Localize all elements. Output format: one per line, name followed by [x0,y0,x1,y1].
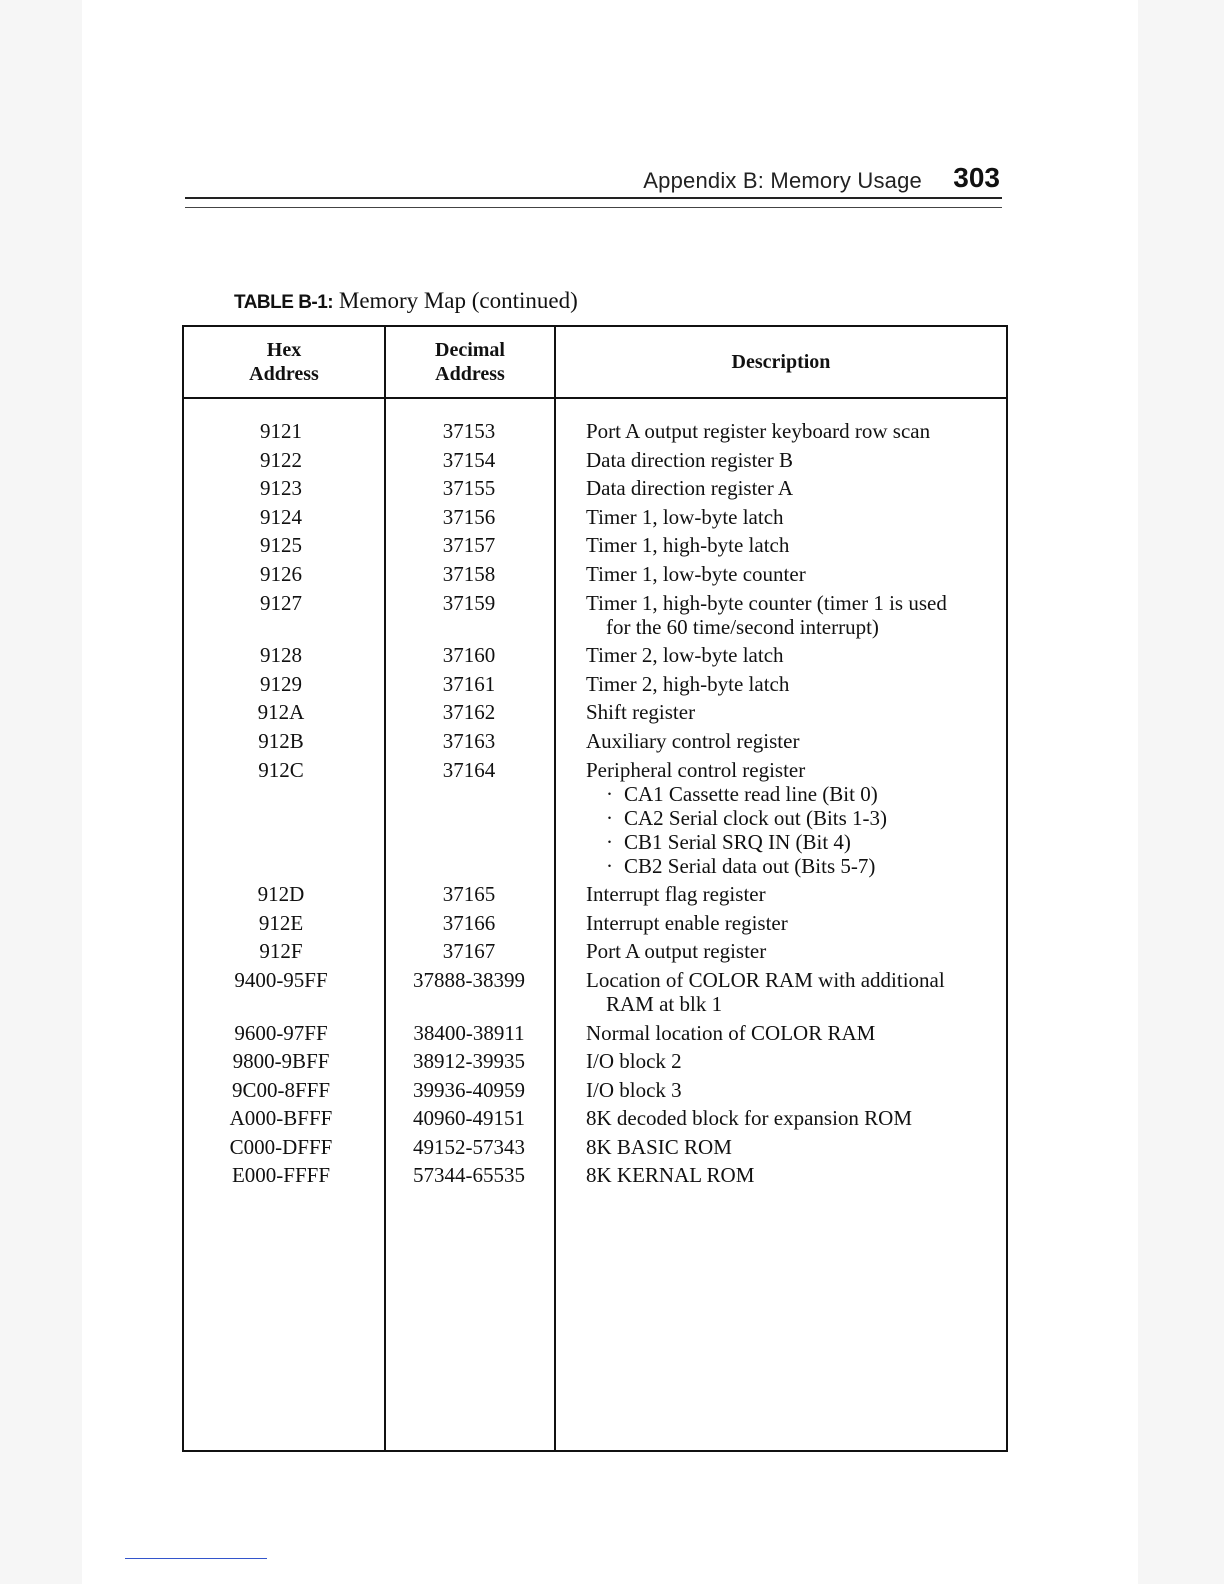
description-bullet [586,782,1006,806]
hex-address-cell: 9121 [260,419,302,443]
description-bullet [586,806,1006,830]
memory-map-table [182,325,1008,1452]
table-row [184,758,1006,878]
hex-address-cell: A000-BFFF [229,1106,333,1131]
description-cell [560,968,1006,1016]
hex-address-cell: 9127 [260,590,302,615]
hex-address-cell: 9129 [260,671,302,696]
description-line: Port A output register keyboard row scan [586,419,931,443]
table-row [184,1163,1006,1187]
description-line: 8K decoded block for expansion ROM [586,1106,913,1131]
description-cell [560,533,1006,557]
table-row [184,968,1006,1016]
description-line: Auxiliary control register [586,728,800,753]
description-line: RAM at blk 1 [606,991,723,1016]
column-header-decimal [386,327,554,397]
description-cell [560,448,1006,472]
hex-address-cell: 9128 [260,643,302,668]
running-head [185,160,1002,200]
description-line: Timer 1, low-byte latch [586,504,784,529]
table-row [184,1078,1006,1102]
description-cell [560,700,1006,724]
description-line: Peripheral control register [586,757,806,782]
page-margin-left [0,0,82,1584]
table-row [184,1021,1006,1045]
decimal-address-cell: 38400-38911 [413,1020,525,1045]
hex-address-cell: 9C00-8FFF [231,1077,331,1102]
description-bullet [586,854,1006,878]
description-line: Timer 2, low-byte latch [586,643,784,668]
decimal-address-cell: 37164 [442,757,496,782]
decimal-address-cell: 37161 [442,671,496,696]
description-line: for the 60 time/second interrupt) [606,614,879,639]
description-cell [560,643,1006,667]
bullet-text: CB1 Serial SRQ IN (Bit 4) [624,829,851,854]
description-line: Port A output register [586,939,767,964]
decimal-address-cell: 37158 [442,561,496,586]
description-line: Interrupt flag register [586,882,766,907]
description-cell [560,758,1006,878]
description-line: Timer 2, high-byte latch [586,671,790,696]
decimal-address-cell: 57344-65535 [413,1163,525,1188]
hex-address-cell: 9122 [260,447,302,472]
decimal-address-cell: 37155 [442,476,496,501]
hex-address-cell: 9124 [260,504,302,529]
description-line: Timer 1, low-byte counter [586,561,806,586]
description-line: Data direction register B [586,447,794,472]
table-row [184,643,1006,667]
decimal-address-cell: 37157 [442,533,496,558]
hex-address-cell: 912E [258,910,304,935]
column-header-description [556,327,1006,397]
hex-address-cell: 9600-97FF [234,1020,328,1045]
hex-address-cell: 9125 [260,533,302,558]
table-row [184,419,1006,443]
description-bullet [586,830,1006,854]
hex-address-cell: 912D [257,882,305,907]
description-cell [560,591,1006,639]
column-header-hex [184,327,384,397]
table-caption [234,288,578,314]
decimal-address-cell: 37167 [442,939,496,964]
table-row [184,562,1006,586]
description-line: Location of COLOR RAM with additional [586,967,945,992]
bullet-dot-icon: · [606,853,613,878]
decimal-address-cell: 37163 [442,728,496,753]
table-row [184,1135,1006,1159]
bullet-text: CA1 Cassette read line (Bit 0) [624,781,878,806]
decimal-address-cell: 49152-57343 [413,1134,525,1159]
hex-address-cell: 912F [259,939,303,964]
description-cell [560,882,1006,906]
description-cell [560,419,1006,443]
header-rule-thin [185,207,1002,208]
header-rule-thick [185,197,1002,199]
table-row [184,505,1006,529]
decimal-address-cell: 37159 [442,590,496,615]
description-cell [560,562,1006,586]
bullet-dot-icon: · [606,829,613,854]
hex-address-cell: 912A [257,700,305,725]
column-header-description-text: Description [731,351,831,373]
decimal-address-cell: 37162 [442,700,496,725]
hex-address-cell: 912B [258,728,304,753]
description-line: Shift register [586,700,696,725]
scan-artifact-line [125,1558,267,1559]
decimal-address-cell: 39936-40959 [413,1077,525,1102]
description-cell [560,1135,1006,1159]
description-line: Data direction register A [586,476,794,501]
bullet-dot-icon: · [606,805,613,830]
bullet-text: CA2 Serial clock out (Bits 1-3) [624,805,888,830]
description-cell [560,1106,1006,1130]
header-divider [184,397,1006,399]
table-row [184,1106,1006,1130]
decimal-address-cell: 37165 [442,882,496,907]
table-caption-label: TABLE B-1: [234,292,334,313]
table-row [184,591,1006,639]
hex-address-cell: 9400-95FF [234,967,328,992]
description-cell [560,729,1006,753]
description-line: Interrupt enable register [586,910,788,935]
column-header-decimal-line2: Address [435,363,505,385]
hex-address-cell: 912C [258,757,304,782]
hex-address-cell: 9126 [260,561,302,586]
description-cell [560,939,1006,963]
table-row [184,911,1006,935]
decimal-address-cell: 40960-49151 [413,1106,525,1131]
table-row [184,672,1006,696]
description-cell [560,1078,1006,1102]
hex-address-cell: 9800-9BFF [232,1049,330,1074]
description-cell [560,1049,1006,1073]
page-number: 303 [953,162,1000,193]
hex-address-cell: 9123 [260,476,302,501]
description-line: 8K BASIC ROM [586,1134,732,1159]
description-cell [560,911,1006,935]
table-caption-text: Memory Map (continued) [338,288,578,313]
bullet-text: CB2 Serial data out (Bits 5-7) [624,853,876,878]
description-line: I/O block 2 [586,1049,682,1074]
table-row [184,533,1006,557]
hex-address-cell: C000-DFFF [229,1134,333,1159]
decimal-address-cell: 37888-38399 [413,967,525,992]
table-row [184,700,1006,724]
description-cell [560,672,1006,696]
description-line: 8K KERNAL ROM [586,1163,755,1188]
bullet-dot-icon: · [606,781,613,806]
description-cell [560,505,1006,529]
description-cell [560,476,1006,500]
decimal-address-cell: 37166 [442,910,496,935]
decimal-address-cell: 37153 [442,419,496,443]
table-row [184,882,1006,906]
description-cell [560,1021,1006,1045]
table-row [184,476,1006,500]
decimal-address-cell: 37160 [442,643,496,668]
decimal-address-cell: 38912-39935 [413,1049,525,1074]
table-row [184,939,1006,963]
page-margin-right [1138,0,1224,1584]
column-header-hex-line1: Hex [266,339,302,361]
running-title: Appendix B: Memory Usage [643,168,922,193]
description-cell [560,1163,1006,1187]
description-line: Timer 1, high-byte latch [586,533,790,558]
hex-address-cell: E000-FFFF [231,1163,331,1188]
column-header-decimal-line1: Decimal [435,339,505,361]
table-body [184,419,1006,1192]
description-line: I/O block 3 [586,1077,682,1102]
table-row [184,448,1006,472]
table-row [184,729,1006,753]
table-row [184,1049,1006,1073]
decimal-address-cell: 37154 [442,447,496,472]
description-line: Normal location of COLOR RAM [586,1020,876,1045]
decimal-address-cell: 37156 [442,504,496,529]
description-line: Timer 1, high-byte counter (timer 1 is used [586,590,947,615]
column-header-hex-line2: Address [249,363,319,385]
